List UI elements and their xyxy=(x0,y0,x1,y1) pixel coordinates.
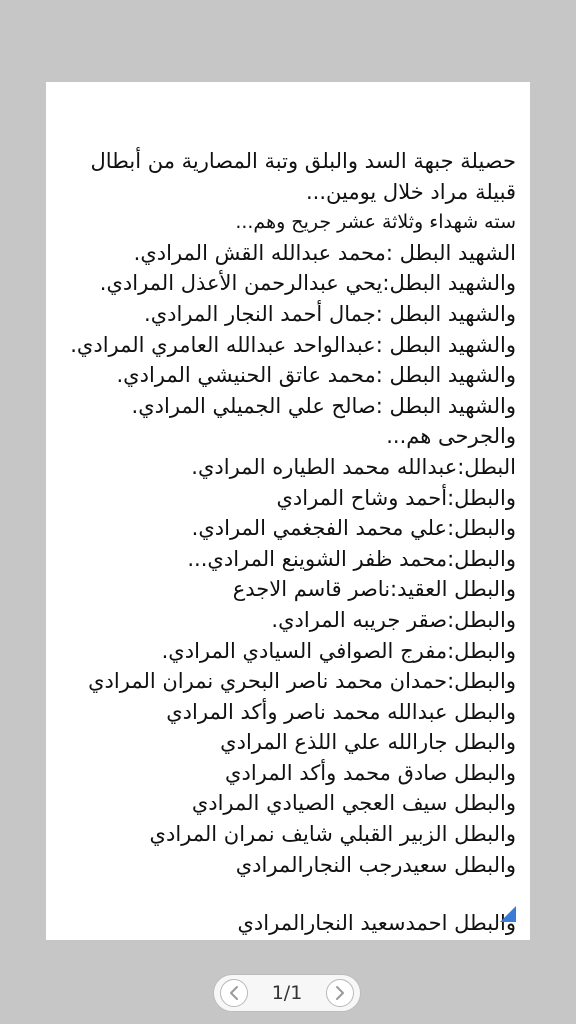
text-line-1: حصيلة جبهة السد والبلق وتبة المصارية من أبطال xyxy=(90,149,516,173)
text-line-20: والبطل جارالله علي اللذع المرادي xyxy=(220,730,516,755)
previous-page-button[interactable] xyxy=(220,979,248,1007)
text-line-11: البطل:عبدالله محمد الطياره المرادي. xyxy=(191,454,516,479)
text-line-15: والبطل العقيد:ناصر قاسم الاجدع xyxy=(232,577,516,602)
text-line-25: والبطل احمدسعيد النجارالمرادي xyxy=(237,911,516,935)
text-line-12: والبطل:أحمد وشاح المرادي xyxy=(276,485,516,510)
text-line-10: والجرحى هم... xyxy=(386,424,516,449)
text-line-6: والشهيد البطل :جمال أحمد النجار المرادي. xyxy=(144,301,516,326)
text-line-18: والبطل:حمدان محمد ناصر البحري نمران المرادي xyxy=(88,669,516,694)
text-line-17: والبطل:مفرج الصوافي السيادي المرادي. xyxy=(161,638,516,663)
text-line-21: والبطل صادق محمد وأكد المرادي xyxy=(225,760,516,785)
text-line-16: والبطل:صقر جريبه المرادي. xyxy=(271,607,516,632)
next-page-button[interactable] xyxy=(326,979,354,1007)
text-line-8: والشهيد البطل :محمد عاتق الحنيشي المرادي. xyxy=(116,363,516,388)
text-line-19: والبطل عبدالله محمد ناصر وأكد المرادي xyxy=(166,699,516,724)
document-text xyxy=(70,146,516,880)
text-line-24: والبطل سعيدرجب النجارالمرادي xyxy=(235,852,516,877)
page-indicator: 1/1 xyxy=(271,982,303,1004)
text-line-23: والبطل الزبير القبلي شايف نمران المرادي xyxy=(149,822,516,847)
page-corner-icon xyxy=(500,906,516,922)
chevron-left-icon xyxy=(228,985,240,1001)
partially-visible-line xyxy=(46,908,530,940)
text-line-4: الشهيد البطل :محمد عبدالله القش المرادي. xyxy=(133,240,516,265)
text-line-7: والشهيد البطل :عبدالواحد عبدالله العامري المرادي. xyxy=(70,332,516,357)
text-line-3: سته شهداء وثلاثة عشر جريح وهم... xyxy=(235,211,516,234)
text-line-14: والبطل:محمد ظفر الشوينع المرادي... xyxy=(187,546,516,571)
document-page[interactable] xyxy=(46,82,530,940)
page-navigator xyxy=(213,974,361,1012)
text-line-2: قبيلة مراد خلال يومين... xyxy=(305,179,516,204)
text-line-13: والبطل:علي محمد الفجغمي المرادي. xyxy=(191,516,516,541)
text-line-5: والشهيد البطل:يحي عبدالرحمن الأعذل المرادي. xyxy=(99,271,516,296)
chevron-right-icon xyxy=(334,985,346,1001)
text-line-22: والبطل سيف العجي الصيادي المرادي xyxy=(191,791,516,816)
text-line-9: والشهيد البطل :صالح علي الجميلي المرادي. xyxy=(131,393,516,418)
